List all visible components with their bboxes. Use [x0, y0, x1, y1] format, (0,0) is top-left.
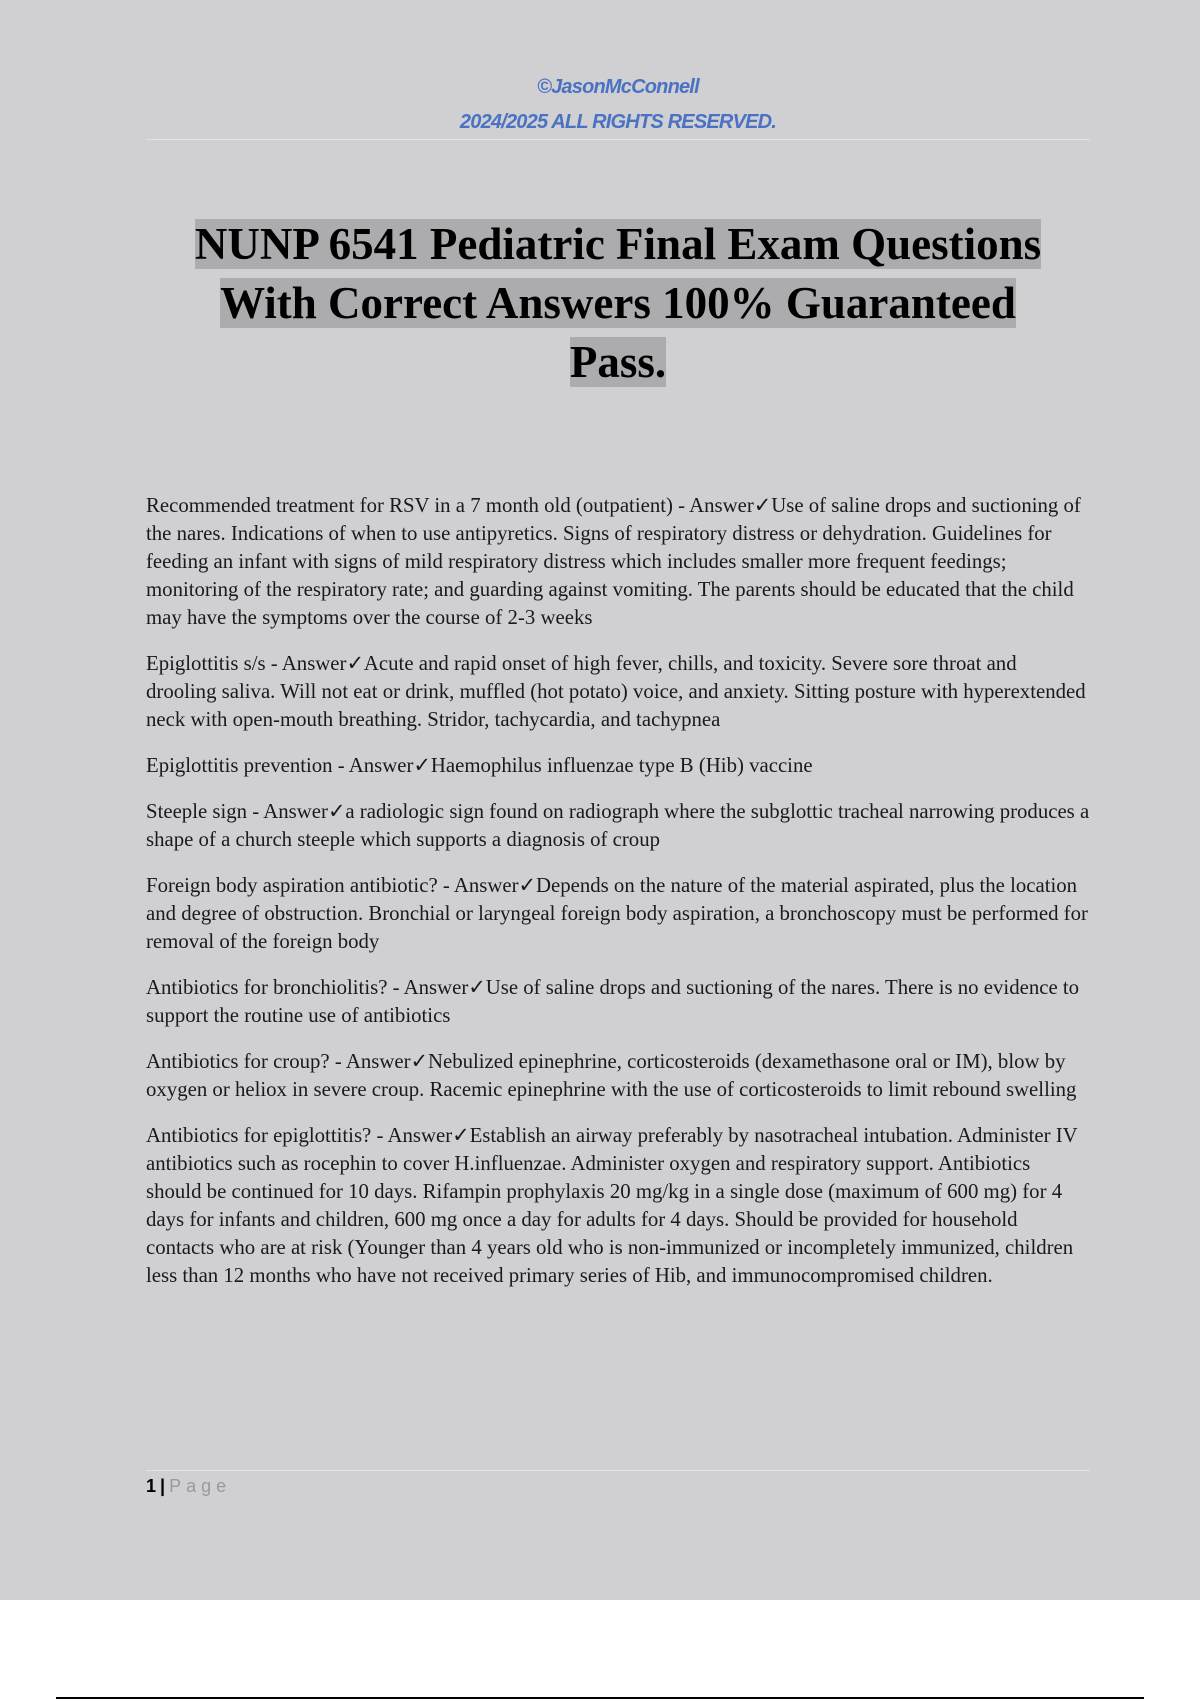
document-title [146, 215, 1090, 392]
title-line-2: With Correct Answers 100% Guaranteed [220, 278, 1016, 328]
page-label: Page [169, 1476, 232, 1496]
qa-list [146, 492, 1090, 1308]
qa-answer: Establish an airway preferably by nasotracheal intubation. Administer IV antibiotics such as rocephin to cover H.influenzae. Administer oxygen and respiratory support. Antibiotics should be continued for 10 days. Rifampin prophylaxis 20 mg/kg in a single dose (maximum of 600 mg) for 4 days for infants and children, 600 mg once a day for adults for 4 days. Should be provided for household contacts who are at risk (Younger than 4 years old who is non-immunized or incompletely immunized, children less than 12 months who have not received primary series of Hib, and immunocompromised children. [146, 1124, 1078, 1287]
qa-item [146, 1122, 1090, 1290]
title-line-3: Pass. [569, 337, 667, 387]
title-line-1: NUNP 6541 Pediatric Final Exam Questions [194, 219, 1042, 269]
page-footer [146, 1474, 231, 1498]
footer-divider [146, 1470, 1090, 1471]
page-header [146, 70, 1090, 140]
page-number: 1 [146, 1476, 157, 1496]
qa-answer: Use of saline drops and suctioning of the nares. Indications of when to use antipyretics. Signs of respiratory distress or dehydration. Guidelines for feeding an infant with signs of mild respiratory distress which includes smaller more frequent feedings; monitoring of the respiratory rate; and guarding against vomiting. The parents should be educated that the child may have the symptoms over the course of 2-3 weeks [146, 494, 1081, 629]
qa-answer: a radiologic sign found on radiograph where the subglottic tracheal narrowing produces a shape of a church steeple which supports a diagnosis of croup [146, 800, 1090, 851]
qa-answer: Depends on the nature of the material aspirated, plus the location and degree of obstruction. Bronchial or laryngeal foreign body aspiration, a bronchoscopy must be performed for removal of the foreign body [146, 874, 1088, 953]
qa-answer: Nebulized epinephrine, corticosteroids (dexamethasone oral or IM), blow by oxygen or heliox in severe croup. Racemic epinephrine with the use of corticosteroids to limit rebound swelling [146, 1050, 1077, 1101]
qa-question: Antibiotics for bronchiolitis? - Answer✓ [146, 976, 486, 999]
qa-question: Recommended treatment for RSV in a 7 month old (outpatient) - Answer✓ [146, 494, 772, 517]
footer-separator: | [160, 1476, 166, 1496]
qa-item [146, 492, 1090, 632]
qa-answer: Acute and rapid onset of high fever, chills, and toxicity. Severe sore throat and drooling saliva. Will not eat or drink, muffled (hot potato) voice, and anxiety. Sitting posture with hyperextended neck with open-mouth breathing. Stridor, tachycardia, and tachypnea [146, 652, 1086, 731]
qa-question: Epiglottitis prevention - Answer✓ [146, 754, 431, 777]
qa-item [146, 650, 1090, 734]
qa-item [146, 974, 1090, 1030]
qa-question: Epiglottitis s/s - Answer✓ [146, 652, 364, 675]
copyright-notice: ©JasonMcConnell [537, 76, 699, 98]
qa-question: Foreign body aspiration antibiotic? - Answer✓ [146, 874, 536, 897]
qa-item [146, 872, 1090, 956]
qa-item [146, 1048, 1090, 1104]
qa-question: Antibiotics for epiglottitis? - Answer✓ [146, 1124, 470, 1147]
qa-question: Antibiotics for croup? - Answer✓ [146, 1050, 428, 1073]
header-divider [146, 139, 1090, 140]
bottom-rule [56, 1697, 1144, 1699]
rights-notice: 2024/2025 ALL RIGHTS RESERVED. [459, 111, 777, 133]
qa-item [146, 752, 1090, 780]
qa-question: Steeple sign - Answer✓ [146, 800, 346, 823]
qa-answer: Use of saline drops and suctioning of the nares. There is no evidence to support the routine use of antibiotics [146, 976, 1080, 1027]
qa-item [146, 798, 1090, 854]
qa-answer: Haemophilus influenzae type B (Hib) vaccine [430, 754, 813, 777]
